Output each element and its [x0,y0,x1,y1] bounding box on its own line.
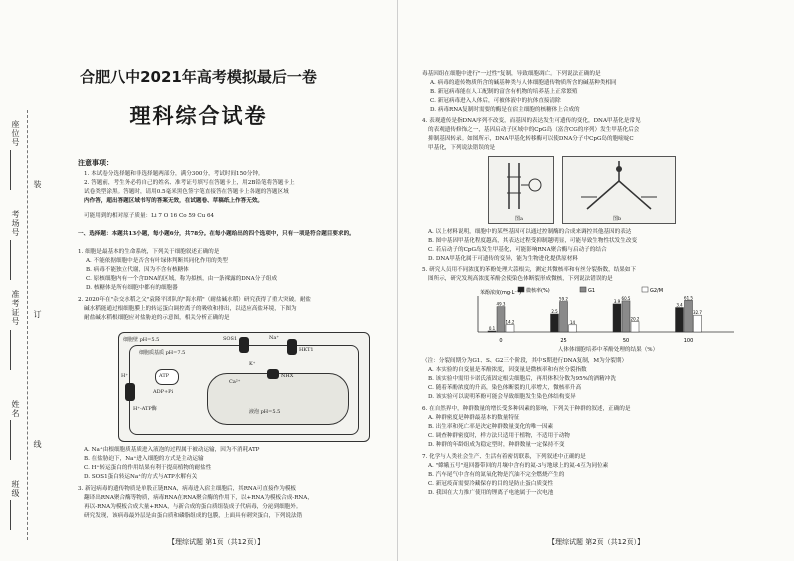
seat-number-field[interactable] [10,150,11,190]
legend-swatch-2 [642,287,648,292]
q4-option-b[interactable]: B. 图中基因甲基化程度越高，其表达过程受抑制越明显，可能导致生物性状发生改变 [428,238,638,244]
q5-note: （注：分裂间期分为G1、S、G2三个阶段，其中S期进行DNA复制，M为分裂期） [422,358,628,364]
x-tick-3: 100 [683,338,694,344]
q4-option-c[interactable]: C. 若启动子的CpG岛发生甲基化，可能影响RNA聚合酶与启动子的结合 [428,247,607,253]
legend-label-1: G1 [588,288,596,294]
ticket-number-label: 准考证号 [11,290,20,326]
q6-option-a[interactable]: A. 种群密度是种群最基本的数量特征 [428,415,520,421]
bar-0-1 [497,307,505,332]
channel-hkt1 [287,339,297,355]
q3-option-b[interactable]: B. 新冠病毒能在人工配制的富含有机物的培养基上正常繁殖 [430,89,578,95]
section-1-heading: 一、选择题：本题共13小题，每小题6分，共78分。在每小题给出的四个选项中，只有一项是符合题目要求的。 [78,231,355,237]
q6-option-d[interactable]: D. 种群的年龄组成为稳定型时，种群数量一定保持不变 [428,442,565,448]
q6-option-b[interactable]: B. 出生率和死亡率是决定种群数量变化的唯一因素 [428,424,554,430]
bar-2-1 [622,301,630,332]
ion-k: K⁺ [249,361,256,367]
ticket-number-field[interactable] [10,330,11,370]
bar-value-2-0: 3.9 [613,298,621,304]
q4-stem-4: 甲基化，下列说法错误的是 [428,145,496,151]
q5-option-c[interactable]: C. 随着苯酚浓度的升高，染色体断裂的几率增大，微核率升高 [428,385,582,391]
atomic-masses: 可能用到的相对原子质量：Li 7 O 16 Co 59 Cu 64 [84,213,215,219]
binding-mark-xian: 线 [33,440,42,449]
q7-stem: 7. 化学与人类社会生产、生活有着密切联系，下列叙述中正确的是 [422,454,586,460]
q1-option-c[interactable]: C. 原核细胞内有一个含DNA的区域，称为拟核，由一条裸露的DNA分子组成 [86,276,278,282]
class-field[interactable] [10,500,11,530]
bar-value-0-0: 0.1 [488,326,496,331]
bar-value-3-1: 61.5 [684,295,693,301]
vacuole-label: 液泡 pH=5.5 [249,409,281,415]
bar-value-3-2: 32.7 [693,310,702,316]
q4-stem-1: 4. 表观遗传是指DNA序列不改变，而基因的表达发生可遗传的变化，DNA甲基化是常见 [422,118,641,124]
channel-h-atpase-label: H⁺-ATP酶 [133,406,157,412]
figure-b [562,156,676,224]
figure-b-label: 图b [613,216,622,222]
note-2: 2. 答题前，考生务必将自己的姓名、准考证号填写在答题卡上，用2B铅笔将答题卡上 [84,180,295,186]
q3-stem-3: 再以-RNA为模板合成大量+RNA，与新合成的蛋白质组装成子代病毒，分泌到细胞外。 [84,504,302,510]
ion-transport-diagram [118,332,370,442]
q6-option-c[interactable]: C. 调查种群密度时，样方法只适用于植物，不适用于动物 [428,433,570,439]
channel-sos1-label: SOS1 [223,336,238,342]
q2-option-a[interactable]: A. Na⁺由根细胞质基质进入液泡的过程属于被动运输，因为不消耗ATP [84,447,260,453]
x-tick-2: 50 [622,338,630,344]
q5-option-a[interactable]: A. 本实验的自变量是苯酚浓度，因变量是微核率和有丝分裂指数 [428,367,587,373]
channel-hkt1-label: HKT1 [299,347,314,353]
atp-label: ATP [159,373,170,379]
q7-option-a[interactable]: A. "嫦娥五号"返回器带回的月壤中含有的氦-3与地球上的氦-4互为同位素 [428,463,609,469]
q1-stem: 1. 细胞是最基本的生命系统，下列关于细胞叙述正确的是 [78,249,220,255]
ion-h: H⁺ [121,373,128,379]
ion-na: Na⁺ [269,335,279,341]
q2-stem-3: 耐盐碱水稻根细胞应对盐胁迫的示意图，相关分析正确的是 [84,315,230,321]
ion-ca: Ca²⁺ [229,379,241,385]
x-tick-0: 0 [499,338,503,344]
bar-2-2 [631,322,639,332]
cut-line [27,110,28,540]
channel-sos1 [239,337,249,353]
q2-option-d[interactable]: D. SOS1蛋白转运Na⁺的方式与ATP水解有关 [84,474,198,480]
q4-option-a[interactable]: A. 以上材料说明，细胞中的某些基因可以通过控制酶的合成来调控其他基因的表达 [428,229,632,235]
name-field[interactable] [10,420,11,460]
note-3: 试卷类型涂黑。答题时，请用0.5毫米黑色签字笔直接答在答题卡上各题的答题区域 [84,189,289,195]
note-4: 内作答，超出答题区域书写的答案无效，在试题卷、草稿纸上作答无效。 [84,198,264,204]
name-label: 姓名 [11,400,20,418]
bar-1-0 [551,314,559,332]
class-label: 班级 [11,480,20,498]
q4-stem-2: 的表观遗传修饰之一，基因启动子区域中的CpG岛（富含CG的序列）发生甲基化后会 [428,127,640,133]
q2-stem-1: 2. 2020年在"杂交水稻之父"袁隆平团队的"海水稻"（耐盐碱水稻）研究获得了重大突破。耐盐 [78,297,312,303]
bar-1-2 [569,325,577,332]
channel-nhx [267,369,279,379]
bar-3-0 [676,308,684,332]
notes-heading: 注意事项： [78,158,113,167]
q3-cont-stem: 毒基因组在细胞中进行"一过性"复制，导致细胞凋亡。下列说法正确的是 [422,71,601,77]
q3-stem-1: 3. 新冠病毒的遗传物质是单股正链RNA，病毒进入宿主细胞后，其RNA可直接作为模板 [78,486,297,492]
q2-option-b[interactable]: B. 在盐胁迫下，Na⁺进入细胞的方式是主动运输 [84,456,204,462]
cytoplasm-label: 细胞质基质 pH=7.5 [139,350,186,356]
binding-mark-ding: 订 [33,310,42,319]
figure-b-svg [563,157,675,215]
x-axis-label: 苯酚浓度(mg·L⁻¹) [480,290,521,296]
q6-stem: 6. 在自然界中，种群数量的增长受多种因素的影响，下列关于种群的叙述，正确的是 [422,406,631,412]
exam-title: 理科综合试卷 [129,104,268,128]
q3-stem-2: 翻译出RNA聚合酶等物质，病毒RNA在RNA聚合酶的作用下，以+RNA为模板合成-RNA， [84,495,313,501]
q4-stem-3: 抑制基因转录。如图所示，DNA甲基化转移酶可以使DNA分子中CpG岛的胞嘧啶C [428,136,634,142]
bar-value-0-2: 14.2 [505,319,515,325]
q3-option-d[interactable]: D. 病毒RNA复制时需要的酶是在宿主细胞的核糖体上合成的 [430,107,580,113]
bar-value-1-0: 2.5 [551,309,558,314]
q3-option-c[interactable]: C. 新冠病毒进入人体后，可被体液中的抗体直接清除 [430,98,561,104]
exam-room-field[interactable] [10,240,11,280]
binding-mark-zhuang: 装 [33,180,42,189]
q1-option-b[interactable]: B. 病毒不能独立代谢，因为不含有核糖体 [86,267,189,273]
channel-nhx-label: NHX [281,373,294,379]
figure-a-svg [489,157,553,215]
q4-option-d[interactable]: D. DNA甲基化属于可遗传的变异，能为生物进化提供原材料 [428,256,578,262]
right-page-footer: 【理综试题 第2页（共12页）】 [548,538,645,546]
phenol-chart [458,286,738,344]
figure-a-label: 图a [515,216,523,222]
bar-2-0 [613,304,621,332]
bar-3-2 [694,315,702,332]
legend-label-2: G2/M [650,288,664,294]
q5-stem-2: 图所示，研究发现高浓度苯酚会使染色体断裂形成微核，下列说法错误的是 [428,276,613,282]
bar-value-2-1: 60.5 [621,295,631,301]
bar-0-2 [506,325,514,332]
q1-option-d[interactable]: D. 核糖体是所有细胞中都有的细胞器 [86,285,178,291]
bar-value-1-1: 59.2 [559,296,568,302]
school-title: 合肥八中2021年高考模拟最后一卷 [80,68,317,86]
q5-stem-1: 5. 研究人员用不同浓度的苯酚处理大蒜根尖，测定其微核率和有丝分裂指数，结果如下 [422,267,637,273]
note-1: 1. 本试卷分选择题和非选择题两部分，满分300分，考试时间150分钟。 [84,171,264,177]
bar-value-1-2: 14 [569,319,576,325]
binding-margin [8,110,48,540]
q5-option-d[interactable]: D. 该实验可以说明苯酚可能会导致细胞发生染色体结构变异 [428,394,576,400]
q7-option-d[interactable]: D. 我国在大力推广使用的锂离子电池属于一次电池 [428,490,554,496]
cell-wall-label: 细胞壁 pH=5.5 [123,337,160,343]
q3-option-a[interactable]: A. 病毒的遗传物质所含的碱基种类与人体细胞遗传物质所含的碱基种类相同 [430,80,617,86]
bar-1-1 [560,302,568,332]
channel-h-atpase [125,383,135,401]
seat-number-label: 座位号 [11,120,20,147]
exam-room-label: 考场号 [11,210,20,237]
left-page-footer: 【理综试题 第1页（共12页）】 [168,538,265,546]
q3-stem-4: 研究发现，该病毒最外层是由蛋白质和磷脂组成的包膜，上面具有刺突蛋白，下列说法错 [84,513,303,519]
bar-value-0-1: 49.3 [496,301,506,307]
q2-option-c[interactable]: C. H⁺转运蛋白的作用结果有利于提高植物的耐盐性 [84,465,212,471]
q7-option-c[interactable]: C. 新冠疫苗需要冷藏保存的目的是防止蛋白质变性 [428,481,554,487]
q7-option-b[interactable]: B. 汽车尾气中含有的氮氧化物是汽油不完全燃烧产生的 [428,472,565,478]
q2-stem-2: 碱水稻能通过根细胞膜上的转运蛋白调控离子的吸收和排出，以适应高盐环境，下图为 [84,306,297,312]
right-page [398,0,794,561]
bar-3-1 [685,300,693,332]
legend-swatch-1 [580,287,586,292]
q5-option-b[interactable]: B. 该实验中需用卡诺氏液固定根尖细胞后，再用体积分数为95%的酒精冲洗 [428,376,616,382]
chart-caption: 人体体细胞培养中苯酚处理的结果（%） [557,347,659,353]
bar-0-0 [488,331,496,332]
legend-label-0: 微核率(%) [526,288,550,294]
bar-value-3-0: 3.4 [676,302,683,308]
adp-label: ADP+Pi [153,389,174,395]
figure-a [488,156,554,224]
x-tick-1: 25 [560,338,567,344]
q1-option-a[interactable]: A. 不能依据细胞中是否含有叶绿体判断其同化作用的类型 [86,258,228,264]
bar-value-2-2: 20.2 [630,316,640,322]
